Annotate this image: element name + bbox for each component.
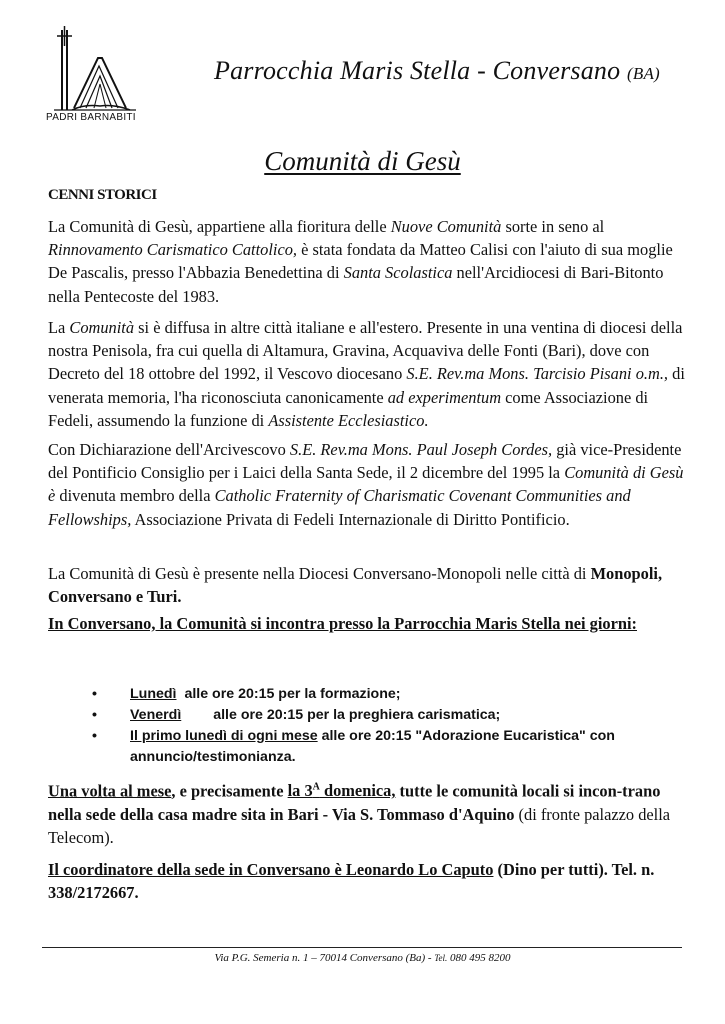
meeting-day: Il primo lunedì di ogni mese: [130, 728, 318, 744]
meeting-day: Venerdì: [130, 707, 182, 723]
meeting-intro: In Conversano, la Comunità si incontra presso la Parrocchia Maris Stella nei giorni:: [48, 614, 637, 633]
list-item: [92, 726, 692, 768]
meeting-list: [92, 684, 692, 768]
meeting-desc: alle ore 20:15 per la preghiera carismatica;: [213, 707, 501, 723]
paragraph-declaration: Con Dichiarazione dell'Arcivescovo S.E. Rev.ma Mons. Paul Joseph Cordes, già vice-Presidente del Pontificio Consiglio per i Laici della Santa Sede, il 2 dicembre del 1995 la Comunità di Gesù è divenuta membro della Catholic Fraternity of Charismatic Covenant Communities and Fellowships, Associazione Privata di Fedeli Internazionale di Diritto Pontificio.: [48, 440, 684, 529]
meeting-desc: alle ore 20:15 per la formazione;: [184, 686, 401, 702]
section-heading: CENNI STORICI: [48, 187, 157, 203]
footer-divider: [42, 947, 682, 948]
footer-address: Via P.G. Semeria n. 1 – 70014 Conversano (Ba) - Tel. 080 495 8200: [214, 952, 511, 964]
parish-name: Parrocchia Maris Stella - Conversano: [214, 56, 621, 85]
meeting-desc: alle ore 20:15 "Adorazione Eucaristica" con annuncio/testimonianza.: [130, 728, 615, 765]
paragraph-origin: La Comunità di Gesù, appartiene alla fioritura delle Nuove Comunità sorte in seno al Rinnovamento Carismatico Cattolico, è stata fondata da Matteo Calisi con l'aiuto di sua moglie De Pascalis, presso l'Abbazia Benedettina di Santa Scolastica nell'Arcidiocesi di Bari-Bitonto nella Pentecoste del 1983.: [48, 217, 673, 306]
bullet-icon: •: [92, 728, 97, 744]
parish-header: [214, 56, 660, 86]
church-logo: [44, 26, 144, 126]
meeting-day: Lunedì: [130, 686, 177, 702]
paragraph-monthly: Una volta al mese, e precisamente la $3^A$ domenica, tutte le comunità locali si incon-trano nella sede della casa madre sita in Bari - Via S. Tommaso d'Aquino (di fronte palazzo della Telecom).: [48, 781, 671, 847]
bullet-icon: •: [92, 707, 97, 723]
paragraph-presence: La Comunità di Gesù è presente nella Diocesi Conversano-Monopoli nelle città di Monopoli, Conversano e Turi.: [48, 564, 663, 607]
bullet-icon: •: [92, 686, 97, 702]
document-title: Comunità di Gesù: [264, 146, 461, 176]
paragraph-diffusion: La Comunità si è diffusa in altre città italiane e all'estero. Presente in una ventina di diocesi della nostra Penisola, fra cui quella di Altamura, Gravina, Acquaviva delle Fonti (Bari), dove con Decreto del 18 ottobre del 1992, il Vescovo diocesano S.E. Rev.ma Mons. Tarcisio Pisani o.m., di venerata memoria, l'ha riconosciuta canonicamente ad experimentum come Associazione di Fedeli, assumendo la funzione di Assistente Ecclesiastico.: [48, 318, 685, 430]
list-item: [92, 684, 692, 705]
list-item: [92, 705, 692, 726]
logo-caption: PADRI BARNABITI: [46, 112, 136, 123]
paragraph-coordinator: Il coordinatore della sede in Conversano è Leonardo Lo Caputo (Dino per tutti). Tel. n. 338/2172667.: [48, 860, 655, 903]
parish-province: (BA): [627, 64, 660, 83]
